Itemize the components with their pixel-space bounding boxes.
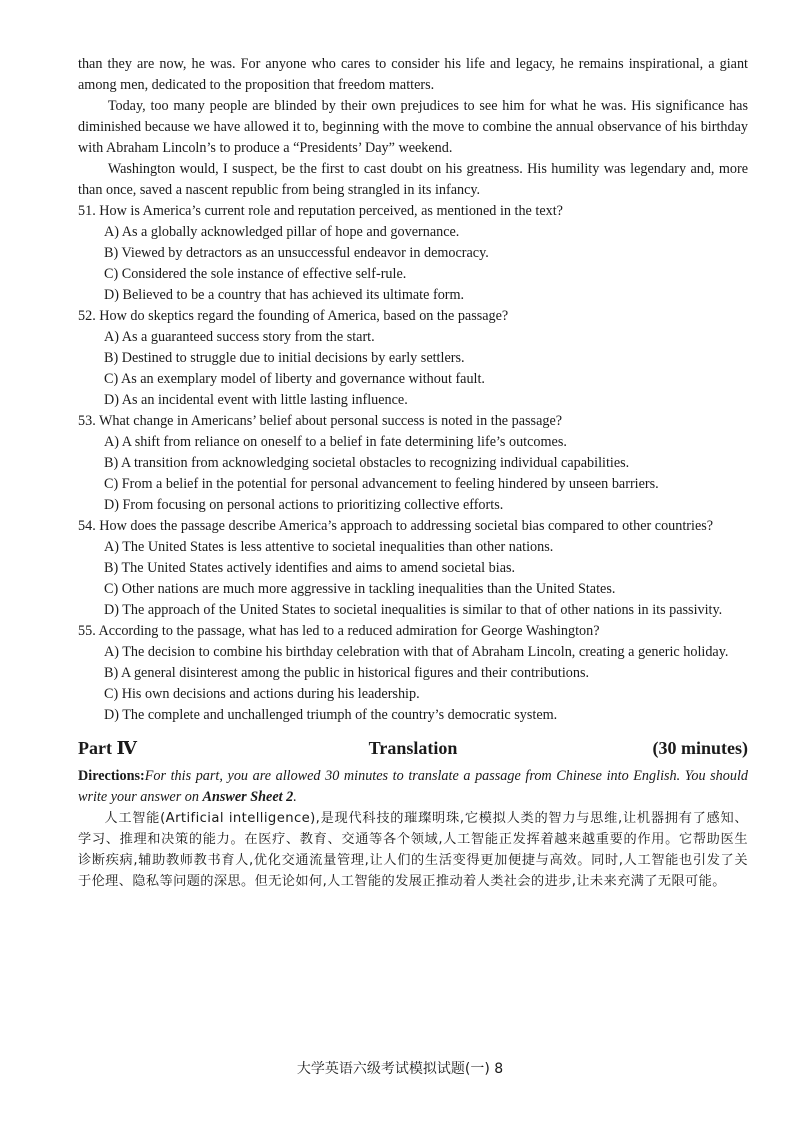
question-stem: 52. How do skeptics regard the founding of America, based on the passage? bbox=[78, 308, 509, 324]
option-b: B) A transition from acknowledging societal obstacles to recognizing individual capabilities. bbox=[104, 455, 630, 471]
part-heading bbox=[78, 732, 748, 764]
option-b: B) A general disinterest among the public in historical figures and their contributions. bbox=[104, 665, 590, 681]
question-stem: 55. According to the passage, what has led to a reduced admiration for George Washington? bbox=[78, 623, 600, 639]
passage-paragraph-2: Today, too many people are blinded by their own prejudices to see him for what he was. His significance has diminished because we have allowed it to, beginning with the move to combine the annual observance of his birthday with Abraham Lincoln’s to produce a “Presidents’ Day” weekend. bbox=[78, 98, 748, 156]
question-55 bbox=[78, 621, 748, 726]
directions-end: . bbox=[293, 789, 297, 805]
question-52 bbox=[78, 306, 748, 411]
part-label: Part Ⅳ bbox=[78, 738, 137, 758]
page-footer: 大学英语六级考试模拟试题(一) 8 bbox=[296, 1061, 504, 1077]
option-c: C) As an exemplary model of liberty and governance without fault. bbox=[104, 371, 485, 387]
option-c: C) His own decisions and actions during his leadership. bbox=[104, 686, 420, 702]
passage-paragraph-3: Washington would, I suspect, be the first to cast doubt on his greatness. His humility was legendary and, more than once, saved a nascent republic from being strangled in its infancy. bbox=[78, 161, 748, 198]
option-d: D) The approach of the United States to societal inequalities is similar to that of other nations in its passivity. bbox=[104, 602, 723, 618]
option-a: A) The decision to combine his birthday celebration with that of Abraham Lincoln, creating a generic holiday. bbox=[104, 644, 729, 660]
directions-text: For this part, you are allowed 30 minutes to translate a passage from Chinese into English. You should write your answer on bbox=[78, 768, 748, 805]
directions-label: Directions: bbox=[78, 768, 145, 784]
option-b: B) Viewed by detractors as an unsuccessful endeavor in democracy. bbox=[104, 245, 489, 261]
question-53 bbox=[78, 411, 748, 516]
option-a: A) A shift from reliance on oneself to a belief in fate determining life’s outcomes. bbox=[104, 434, 567, 450]
option-b: B) The United States actively identifies and aims to amend societal bias. bbox=[104, 560, 516, 576]
option-d: D) Believed to be a country that has achieved its ultimate form. bbox=[104, 287, 465, 303]
question-51 bbox=[78, 201, 748, 306]
option-b: B) Destined to struggle due to initial decisions by early settlers. bbox=[104, 350, 465, 366]
chinese-passage: 人工智能(Artificial intelligence),是现代科技的璀璨明珠,它模拟人类的智力与思维,让机器拥有了感知、学习、推理和决策的能力。在医疗、教育、交通等各个领域,人工智能正发挥着越来越重要的作用。它帮助医生诊断疾病,辅助教师教书育人,优化交通流量管理,让人们的生活变得更加便捷与高效。同时,人工智能也引发了关于伦理、隐私等问题的深思。但无论如何,人工智能的发展正推动着人类社会的进步,让未来充满了无限可能。 bbox=[78, 811, 748, 889]
question-stem: 54. How does the passage describe America’s approach to addressing societal bias compared to other countries? bbox=[78, 518, 714, 534]
question-stem: 51. How is America’s current role and reputation perceived, as mentioned in the text? bbox=[78, 203, 563, 219]
page-content bbox=[78, 54, 748, 892]
passage-paragraph-1: than they are now, he was. For anyone who cares to consider his life and legacy, he remains inspirational, a giant among men, dedicated to the proposition that freedom matters. bbox=[78, 56, 748, 93]
option-c: C) From a belief in the potential for personal advancement to feeling hindered by unseen barriers. bbox=[104, 476, 659, 492]
question-54 bbox=[78, 516, 748, 621]
option-d: D) As an incidental event with little lasting influence. bbox=[104, 392, 408, 408]
question-stem: 53. What change in Americans’ belief about personal success is noted in the passage? bbox=[78, 413, 563, 429]
option-a: A) The United States is less attentive to societal inequalities than other nations. bbox=[104, 539, 554, 555]
option-c: C) Other nations are much more aggressive in tackling inequalities than the United States. bbox=[104, 581, 616, 597]
part-time: (30 minutes) bbox=[652, 738, 748, 758]
option-d: D) From focusing on personal actions to prioritizing collective efforts. bbox=[104, 497, 504, 513]
answer-sheet-ref: Answer Sheet 2 bbox=[202, 789, 294, 805]
option-d: D) The complete and unchallenged triumph of the country’s democratic system. bbox=[104, 707, 558, 723]
option-c: C) Considered the sole instance of effective self-rule. bbox=[104, 266, 407, 282]
part-title: Translation bbox=[368, 738, 458, 758]
option-a: A) As a guaranteed success story from the start. bbox=[104, 329, 375, 345]
option-a: A) As a globally acknowledged pillar of hope and governance. bbox=[104, 224, 460, 240]
directions bbox=[78, 766, 748, 808]
